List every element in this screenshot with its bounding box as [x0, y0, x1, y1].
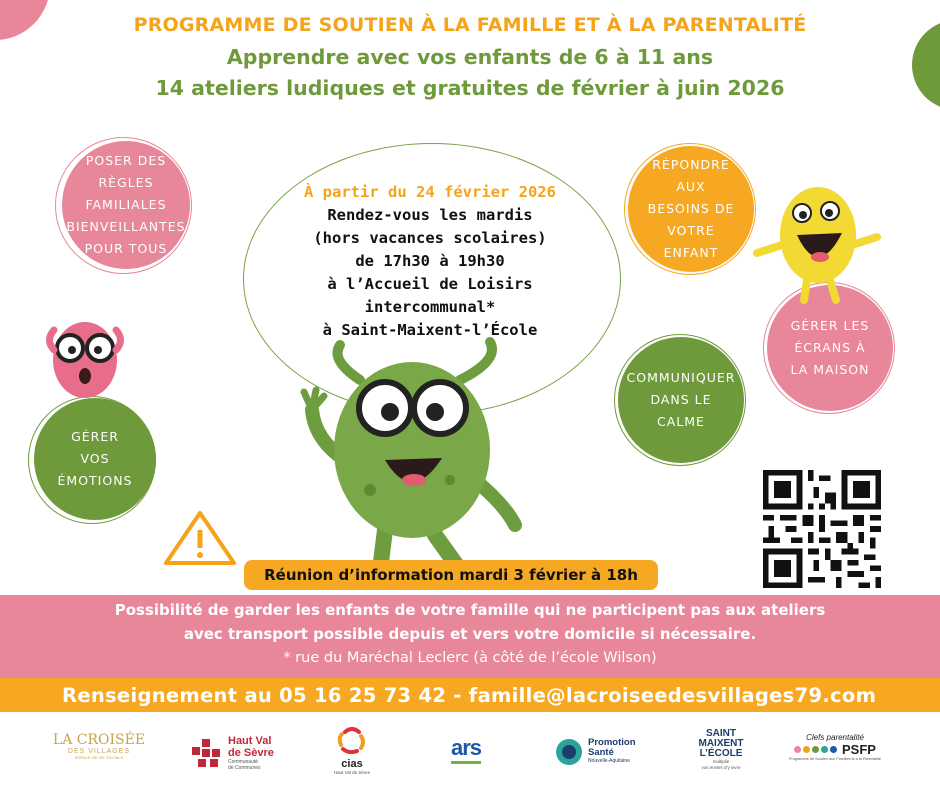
qr-code[interactable] [762, 470, 882, 588]
logo-haut-val-de-sevre: Haut Val de Sèvre Communauté de Communes [192, 733, 292, 777]
childcare-info-line1: Possibilité de garder les enfants de votre famille qui ne participent pas aux ateliers [114, 601, 826, 619]
warning-icon [160, 508, 240, 568]
bubble-needs: RÉPONDRE AUX BESOINS DE VOTRE ENFANT [628, 146, 754, 272]
info-meeting-banner: Réunion d’information mardi 3 février à 18h [244, 560, 658, 590]
logo-psfp: Clefs parentalité PSFP Programme de Soutien aux Familles et à la Parentalité [788, 733, 881, 761]
speech-bubble-text: À partir du 24 février 2026 Rendez-vous les mardis (hors vacances scolaires) de 17h30 à 19h30 à l’Accueil de Loisirs intercommunal* à Saint-Maixent-l’École [260, 181, 600, 342]
bubble-calm: COMMUNIQUER DANS LE CALME [618, 337, 744, 463]
logo-promotion-sante: Promotion Santé Nouvelle-Aquitaine [556, 737, 676, 767]
logo-saint-maixent: SAINT MAIXENT L’ÉCOLE multiplie vos envies d’y vivre [698, 728, 744, 770]
program-title: PROGRAMME DE SOUTIEN À LA FAMILLE ET À LA PARENTALITÉ [133, 14, 807, 36]
bubble-emotions: GÉRER VOS ÉMOTIONS [34, 398, 156, 520]
logo-cias: cias Haut Val de Sèvre [322, 726, 382, 775]
bubble-screens: GÉRER LES ÉCRANS À LA MAISON [767, 285, 893, 411]
start-date: À partir du 24 février 2026 [304, 183, 556, 201]
contact-band[interactable]: Renseignement au 05 16 25 73 42 - famille@lacroiseedesvillages79.com [0, 678, 940, 712]
bubble-rules: POSER DES RÈGLES FAMILIALES BIENVEILLANTES POUR TOUS [62, 141, 190, 269]
childcare-info-line2: avec transport possible depuis et vers votre domicile si nécessaire. [183, 625, 757, 643]
subtitle-workshops: 14 ateliers ludiques et gratuites de février à juin 2026 [155, 76, 785, 100]
subtitle-age: Apprendre avec vos enfants de 6 à 11 ans [226, 45, 714, 69]
logo-la-croisee: LA CROISÉE DES VILLAGES ESPACE DE VIE SOCIALE [52, 732, 146, 760]
green-mascot-illustration [290, 330, 550, 580]
childcare-info-band [0, 595, 940, 678]
logo-ars: ars [440, 735, 492, 764]
yellow-mascot-illustration [752, 175, 882, 305]
pink-mascot-illustration [40, 310, 130, 410]
address-note: * rue du Maréchal Leclerc (à côté de l’école Wilson) [283, 650, 657, 666]
